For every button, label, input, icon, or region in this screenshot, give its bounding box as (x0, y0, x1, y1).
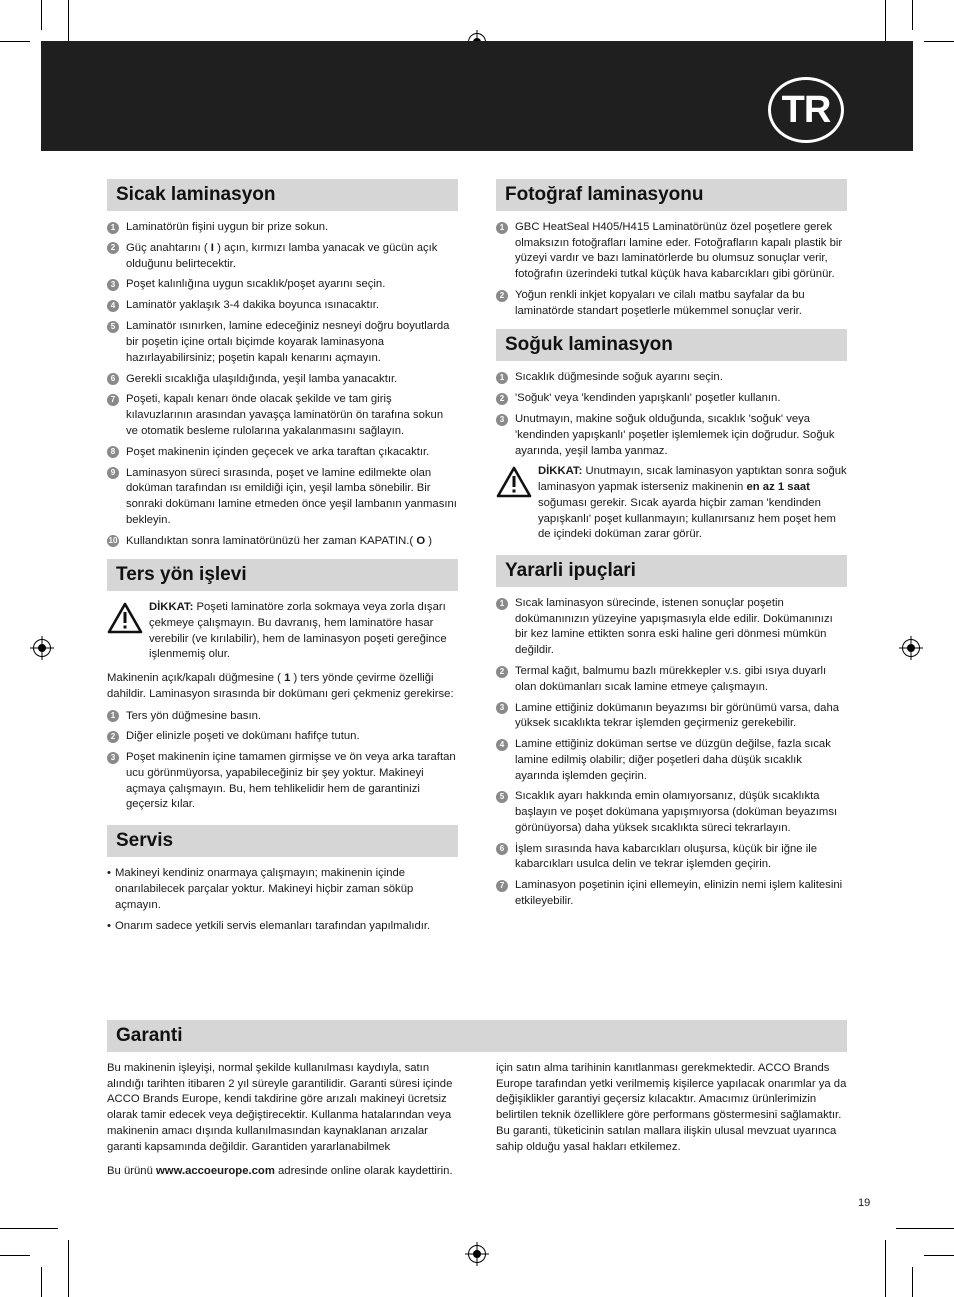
warning-label: DİKKAT: (538, 465, 583, 478)
list-item (496, 412, 847, 459)
bullet-text: Makineyi kendiniz onarmaya çalışmayın; makinenin içinde onarılabilecek parçalar yoktur. Makineyi hiçbir zaman söküp açmayın. (115, 867, 414, 911)
bullet-item (107, 919, 458, 935)
soguk-warning (496, 464, 847, 543)
soguk-warning-text (538, 464, 847, 543)
list-item (496, 596, 847, 659)
step-text: 'Soğuk' veya 'kendinden yapışkanlı' poşetler kullanın. (515, 392, 781, 405)
list-item (107, 277, 458, 293)
crop-mark (885, 1240, 886, 1297)
garanti-left-text: Bu makinenin işleyişi, normal şekilde kullanılması kaydıyla, satın alındığı tarihten itibaren 2 yıl süreyle garantilidir. Garanti süresi içinde ACCO Brands Europe, kendi takdirine göre arızalı makineyi ücretsiz olarak tamir edecek veya değiştirecektir. Kullanma hatalarından veya makinenin amacı dışında kullanılmasından kaynaklanan arızalar garanti kapsamında değildir. Garantiden yararlanabilmek (107, 1062, 453, 1153)
list-item (496, 370, 847, 386)
step-text-part: Güç anahtarını ( (126, 241, 208, 254)
foto-list (496, 220, 847, 319)
step-number: 3 (107, 752, 119, 764)
step-number: 1 (496, 222, 508, 234)
step-text: Laminatör yaklaşık 3-4 dakika boyunca ısınacaktır. (126, 299, 380, 312)
warning-body: Poşeti laminatöre zorla sokmaya veya zorla dışarı çekmeye çalışmayın. Bu davranış, hem laminatöre hasar verebilir (ve kırılabilir), hem de laminasyon poşeti gereğince işlenmemiş olur. (149, 601, 447, 661)
page-number: 19 (858, 1197, 871, 1209)
step-text: Laminasyon süreci sırasında, poşet ve lamine edilmekte olan doküman tarafından ısı emildiği için, yeşil lamba sönebilir. Bir sonraki dokümanı lamine etmeden önce yeşil lambanın yanmasını bekleyin. (126, 466, 457, 526)
register-text: Bu ürünü (107, 1165, 153, 1178)
step-text: Lamine ettiğiniz doküman sertse ve düzgün değilse, fazla sıcak lamine edilmiş olabilir; diğer poşetleri daha düşük sıcaklık ayarında işlemden geçirin. (515, 738, 831, 782)
list-item (496, 737, 847, 784)
list-item (496, 288, 847, 319)
step-number: 5 (496, 791, 508, 803)
step-text: Laminasyon poşetinin içini ellemeyin, elinizin nemi işlem kalitesini etkileyebilir. (515, 879, 843, 908)
step-number: 4 (107, 300, 119, 312)
warning-body: soğuması gerekir. Sıcak ayarda hiçbir zaman 'kendinden yapışkanlı' poşet kullanmayın; kullanırsanız hem poşet hem de içindeki doküman zarar görür. (538, 496, 836, 541)
list-item (107, 319, 458, 366)
crop-mark (41, 1267, 42, 1297)
step-number: 7 (496, 880, 508, 892)
section-title-foto: Fotoğraf laminasyonu (496, 179, 847, 211)
step-text: Diğer elinizle poşeti ve dokümanı hafifçe tutun. (126, 730, 360, 743)
step-number: 5 (107, 321, 119, 333)
step-number: 8 (107, 446, 119, 458)
list-item (107, 750, 458, 813)
step-number: 1 (107, 710, 119, 722)
section-title-servis: Servis (107, 825, 458, 857)
section-title-ipuclari: Yararli ipuçlari (496, 555, 847, 587)
step-number: 2 (496, 393, 508, 405)
step-text: Termal kağıt, balmumu bazlı mürekkepler v.s. gibi ısıya duyarlı olan dokümanları sıcak lamine etmeye çalışmayın. (515, 665, 827, 693)
step-number: 1 (107, 222, 119, 234)
language-badge: TR (768, 77, 844, 143)
list-item (496, 664, 847, 695)
list-item (496, 220, 847, 283)
list-item (107, 392, 458, 439)
step-text: Laminatörün fişini uygun bir prize sokun. (126, 221, 329, 233)
garanti-register (107, 1164, 459, 1180)
bullet-text: Onarım sadece yetkili servis elemanları tarafından yapılmalıdır. (115, 920, 431, 933)
list-item (496, 878, 847, 909)
ters-warning (107, 600, 458, 663)
step-number: 3 (107, 279, 119, 291)
section-title-garanti: Garanti (107, 1020, 847, 1052)
intro-text: ) ters yönde çevirme özelliği dahildir. Laminasyon sırasında bir dokümanı geri çekmeniz gerekirse: (107, 672, 454, 700)
registration-mark-icon (468, 1245, 486, 1263)
crop-mark (41, 0, 42, 30)
step-text: Sıcaklık düğmesinde soğuk ayarını seçin. (515, 371, 723, 384)
left-column (107, 179, 458, 941)
list-item (107, 241, 458, 272)
step-text: Sıcak laminasyon sürecinde, istenen sonuçlar poşetin dokümanınızın yüzeyine yapışmasıyla elde edilir. Dokümanınızı bir kez lamine ettikten sonra eski haline geri dönmesi mümkün değildir. (515, 597, 833, 657)
step-number: 1 (496, 372, 508, 384)
list-item (496, 789, 847, 836)
crop-mark (68, 1240, 69, 1297)
reverse-symbol: 1 (284, 672, 291, 685)
warning-triangle-icon (107, 602, 143, 634)
list-item (107, 298, 458, 314)
step-text: İşlem sırasında hava kabarcıkları oluşursa, küçük bir iğne ile kabarcıkları usulca delin ve tekrar işlemden geçirin. (515, 842, 818, 871)
bullet-item (107, 866, 458, 913)
step-text (126, 241, 458, 272)
registration-mark-icon (33, 639, 51, 657)
garanti-right-text: için satın alma tarihinin kanıtlanması gerekmektedir. ACCO Brands Europe tarafından yetki verilmemiş kişilerce yapılacak onarımlar ya da değişiklikler garantiyi geçersiz kılacaktır. Amacımız ürünlerimizin belirtilen teknik özelliklere göre performans göstermesini sağlamaktır. Bu garanti, tüketicinin satılan mallara ilişkin ulusal mevzuat uyarınca sahip olduğu yasal hakları etkilemez. (496, 1062, 847, 1153)
right-column (496, 179, 847, 915)
list-item (496, 842, 847, 873)
ters-intro (107, 671, 458, 702)
step-number: 6 (496, 843, 508, 855)
crop-mark (0, 41, 30, 42)
warning-emphasis: en az 1 saat (746, 481, 810, 494)
step-number: 3 (496, 414, 508, 426)
crop-mark (896, 1228, 954, 1229)
ipuclari-list (496, 596, 847, 910)
step-text: Ters yön düğmesine basın. (126, 709, 262, 722)
sicak-list (107, 220, 458, 549)
list-item (107, 729, 458, 745)
crop-mark (924, 1255, 954, 1256)
step-number: 3 (496, 702, 508, 714)
list-item (107, 372, 458, 388)
step-number: 6 (107, 373, 119, 385)
section-title-ters: Ters yön işlevi (107, 559, 458, 591)
warning-triangle-icon (496, 466, 532, 498)
step-number: 1 (496, 598, 508, 610)
step-text: Lamine ettiğiniz dokümanın beyazımsı bir görünümü varsa, daha yüksek sıcaklıkta tekrar işlemden geçirmeniz gerekebilir. (515, 701, 840, 730)
section-title-sicak: Sicak laminasyon (107, 179, 458, 211)
step-text-part: Kullandıktan sonra laminatörünüzü her zaman KAPATIN.( (126, 534, 414, 547)
ters-list (107, 709, 458, 814)
bullet-icon: • (107, 867, 111, 880)
servis-list (107, 866, 458, 935)
step-text: Laminatör ısınırken, lamine edeceğiniz nesneyi doğru boyutlarda bir poşetin içine ortalı biçimde koyarak laminasyona hazırlayabilirsiniz; poşetin kapalı kenarını açmayın. (126, 320, 450, 364)
list-item (107, 534, 458, 550)
list-item (107, 445, 458, 461)
section-title-soguk: Soğuk laminasyon (496, 329, 847, 361)
step-number: 10 (108, 536, 118, 546)
step-number: 2 (107, 731, 119, 743)
step-text: Poşeti, kapalı kenarı önde olacak şekilde ve tam giriş kılavuzlarının arasından yavaşça laminatörün ön tarafına sokun ve otomatik besleme rulolarına yakalanmasını sağlayın. (126, 393, 444, 437)
step-number: 9 (107, 467, 119, 479)
switch-symbol: I (210, 241, 214, 254)
step-text: Yoğun renkli inkjet kopyaları ve cilalı matbu sayfalar da bu laminatörde standart poşetlerle mükemmel sonuçlar verir. (515, 289, 805, 317)
step-text: Gerekli sıcaklığa ulaşıldığında, yeşil lamba yanacaktır. (126, 372, 398, 385)
step-number: 2 (496, 666, 508, 678)
register-text: adresinde online olarak kaydettirin. (278, 1165, 453, 1178)
soguk-list (496, 370, 847, 459)
step-number: 7 (107, 394, 119, 406)
list-item (496, 391, 847, 407)
step-text: Poşet makinenin içine tamamen girmişse ve ön veya arka taraftan ucu görünmüyorsa, yapabileceğiniz bir şey yoktur. Makineyi açmaya çalışmayın. Bu, hem tehlikelidir hem de garantinizi geçersiz kılar. (126, 751, 456, 811)
step-text: GBC HeatSeal H405/H415 Laminatörünüz özel poşetlere gerek olmaksızın fotoğrafları lamine eder. Fotoğrafların kapalı plastik bir yüzeyi vardır ve bazı laminatörlerde bu olumsuz sonuçlar verir, fotoğrafın üzerindeki tutkal küçük hava kabarcıkları gibi görünür. (515, 221, 843, 281)
bullet-icon: • (107, 920, 111, 933)
registration-mark-icon (902, 639, 920, 657)
garanti-section (107, 1020, 847, 1186)
list-item (107, 466, 458, 529)
step-number: 4 (496, 739, 508, 751)
register-link[interactable]: www.accoeurope.com (156, 1165, 275, 1178)
ters-warning-text (149, 600, 458, 663)
list-item (496, 701, 847, 732)
step-text (126, 534, 432, 550)
step-text-part: ) (428, 534, 433, 547)
warning-label: DİKKAT: (149, 601, 194, 614)
switch-symbol: O (416, 534, 426, 547)
step-text: Poşet makinenin içinden geçecek ve arka taraftan çıkacaktır. (126, 445, 430, 458)
list-item (107, 220, 458, 236)
step-text: Sıcaklık ayarı hakkında emin olamıyorsanız, düşük sıcaklıkta başlayın ve poşet dokümana yapışmıyorsa (doküman beyazımsı görünüyorsa) daha yüksek sıcaklıkta süreci tekrarlayın. (515, 790, 838, 834)
crop-mark (912, 0, 913, 30)
crop-mark (0, 1255, 30, 1256)
step-text: Unutmayın, makine soğuk olduğunda, sıcaklık 'soğuk' veya 'kendinden yapışkanlı' poşetler işlemlemek için doğrudur. Soğuk ayarında, yeşil lamba yanmaz. (515, 413, 835, 457)
step-text: Poşet kalınlığına uygun sıcaklık/poşet ayarını seçin. (126, 278, 386, 291)
step-text-part: ) açın, kırmızı lamba yanacak ve gücün açık olduğunu belirtecektir. (126, 241, 438, 270)
crop-mark (924, 41, 954, 42)
intro-text: Makinenin açık/kapalı düğmesine ( (107, 672, 281, 685)
list-item (107, 709, 458, 725)
step-number: 2 (107, 242, 119, 254)
crop-mark (0, 1228, 58, 1229)
step-number: 2 (496, 290, 508, 302)
warning-body: Unutmayın, sıcak laminasyon yaptıktan sonra soğuk laminasyon yapmak isterseniz makinenin (538, 465, 847, 494)
crop-mark (912, 1267, 913, 1297)
